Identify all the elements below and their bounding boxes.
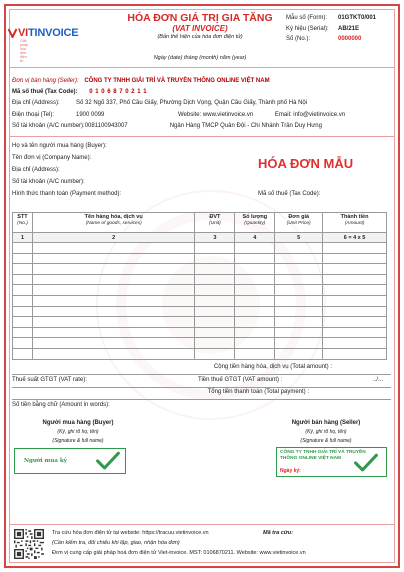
divider xyxy=(10,524,394,525)
invoice-note: (Bản thể hiện của hóa đơn điện tử) xyxy=(157,34,243,40)
column-header-sub: (No.) xyxy=(17,221,28,226)
invoice-date-line: Ngày (date) tháng (month) năm (year) xyxy=(153,55,247,61)
buyer-account-label: Số tài khoản (A/C number): xyxy=(12,179,85,185)
seller-signature-sub2: (Signature & full name) xyxy=(300,438,352,444)
qr-code-icon xyxy=(14,529,44,559)
table-cell xyxy=(195,243,235,254)
table-cell xyxy=(13,243,33,254)
table-cell xyxy=(275,253,323,264)
seller-address-row xyxy=(12,100,307,106)
logo-wordmark-rest: TINVOICE xyxy=(28,27,79,39)
seller-phone: 1900 0099 xyxy=(76,112,105,118)
table-cell xyxy=(235,253,275,264)
seller-signature-stamp xyxy=(276,447,387,477)
seller-bank: Ngân Hàng TMCP Quân Đội - Chi Nhánh Trần Duy Hưng xyxy=(169,123,322,129)
buyer-name-row xyxy=(12,143,394,149)
column-header-sub: (Unit Price) xyxy=(286,221,311,226)
table-row xyxy=(13,285,387,296)
divider xyxy=(12,374,391,375)
seller-name-row xyxy=(12,78,270,84)
table-cell xyxy=(195,338,235,349)
footer-provider: Đơn vị cung cấp giải pháp hoá đơn điện tử Viet-invoice. MST: 0106870211. Website: www.vietinvoice.vn xyxy=(52,550,306,556)
table-cell xyxy=(13,306,33,317)
column-index: 4 xyxy=(235,233,275,243)
buyer-stamp-text: Người mua ký xyxy=(24,458,67,464)
table-cell xyxy=(13,317,33,328)
table-cell xyxy=(13,285,33,296)
total-label: Tổng tiền thanh toán (Total payment) : xyxy=(207,389,309,395)
buyer-name-label: Họ và tên người mua hàng (Buyer): xyxy=(12,143,107,149)
column-header xyxy=(275,213,323,233)
buyer-payment-label: Hình thức thanh toán (Payment method): xyxy=(12,191,122,197)
footer-lookup-code-label: Mã tra cứu: xyxy=(263,530,293,536)
table-cell xyxy=(32,253,194,264)
table-cell xyxy=(32,327,194,338)
table-cell xyxy=(275,317,323,328)
seller-address: Số 32 Ngõ 337, Phố Cầu Giấy, Phường Dịch Vọng, Quận Cầu Giấy, Thành phố Hà Nội xyxy=(76,100,308,106)
amount-in-words-row xyxy=(12,402,387,413)
table-cell xyxy=(275,295,323,306)
invoice-title: HÓA ĐƠN GIÁ TRỊ GIA TĂNG xyxy=(127,12,273,24)
seller-stamp-company: CÔNG TY TNHH GIẢI TRÍ VÀ TRUYỀN THÔNG ONLINE VIỆT NAM xyxy=(280,450,366,461)
column-header-sub: (Quantity) xyxy=(244,221,266,226)
table-row xyxy=(13,253,387,264)
logo-tagline: Giải pháp hóa đơn điện tử xyxy=(20,39,28,63)
table-cell xyxy=(32,348,194,359)
buyer-company-label: Tên đơn vị (Company Name): xyxy=(12,155,92,161)
table-row xyxy=(13,306,387,317)
column-header-label: Tên hàng hóa, dịch vụ xyxy=(84,214,143,220)
logo-wordmark-prefix: VI xyxy=(18,27,28,39)
table-cell xyxy=(195,306,235,317)
table-row xyxy=(13,327,387,338)
seller-check-icon xyxy=(353,452,379,474)
buyer-check-icon xyxy=(95,451,121,471)
buyer-signature-title: Người mua hàng (Buyer) xyxy=(42,420,114,426)
table-cell xyxy=(13,327,33,338)
table-cell xyxy=(235,285,275,296)
table-cell xyxy=(235,295,275,306)
seller-phone-label: Điện thoại (Tel): xyxy=(12,112,55,118)
table-cell xyxy=(275,264,323,275)
meta-serial-label: Ký hiệu (Serial): xyxy=(286,26,329,32)
column-header xyxy=(32,213,194,233)
table-cell xyxy=(195,348,235,359)
sample-invoice-label: HÓA ĐƠN MẪU xyxy=(258,156,354,171)
footer-lookup[interactable]: Tra cứu hóa đơn điện tử tại website: https://tracuu.vietinvoice.vn xyxy=(52,530,209,536)
column-header-label: ĐVT xyxy=(209,214,221,220)
meta-form-value: 01GTKT0/001 xyxy=(338,15,377,21)
table-cell xyxy=(195,264,235,275)
column-header-label: Đơn giá xyxy=(288,214,310,220)
seller-website[interactable]: www.vietinvoice.vn xyxy=(202,112,254,118)
buyer-signature-stamp xyxy=(14,448,126,474)
seller-signature-sub1: (Ký, ghi rõ họ, tên) xyxy=(305,429,347,435)
meta-serial xyxy=(286,26,359,32)
table-cell xyxy=(235,243,275,254)
table-cell xyxy=(13,338,33,349)
logo-mark-icon xyxy=(8,28,17,38)
table-cell xyxy=(275,306,323,317)
column-header xyxy=(195,213,235,233)
table-cell xyxy=(323,285,387,296)
column-index: 5 xyxy=(275,233,323,243)
column-header xyxy=(13,213,33,233)
table-cell xyxy=(32,338,194,349)
vat-rate-label: Thuế suất GTGT (VAT rate): xyxy=(12,377,87,383)
table-cell xyxy=(195,274,235,285)
table-cell xyxy=(13,264,33,275)
column-header-sub: (Name of goods, services) xyxy=(85,221,142,226)
column-index-row xyxy=(13,233,387,243)
seller-website-label: Website: xyxy=(178,112,202,118)
divider xyxy=(12,387,391,388)
column-index: 3 xyxy=(195,233,235,243)
table-cell xyxy=(235,264,275,275)
meta-serial-value: AB/21E xyxy=(338,26,360,32)
table-cell xyxy=(275,285,323,296)
table-row xyxy=(13,274,387,285)
table-cell xyxy=(195,285,235,296)
table-cell xyxy=(32,274,194,285)
column-index: 1 xyxy=(13,233,33,243)
table-cell xyxy=(323,306,387,317)
seller-tax-label: Mã số thuế (Tax Code): xyxy=(12,89,78,95)
table-cell xyxy=(275,327,323,338)
table-row xyxy=(13,295,387,306)
table-cell xyxy=(235,327,275,338)
seller-signature-title: Người bán hàng (Seller) xyxy=(291,420,361,426)
meta-number-label: Số (No.): xyxy=(286,36,311,42)
column-index: 2 xyxy=(32,233,194,243)
column-header-sub: (Amount) xyxy=(344,221,365,226)
buyer-signature-sub1: (Ký, ghi rõ họ, tên) xyxy=(57,429,99,435)
buyer-payment-row xyxy=(12,191,394,197)
column-header-sub: (Unit) xyxy=(209,221,221,226)
seller-account-label: Số tài khoản (A/C number): xyxy=(12,123,85,129)
seller-contact-row xyxy=(12,112,345,118)
meta-number-value: 0000000 xyxy=(338,36,362,42)
table-cell xyxy=(275,274,323,285)
table-cell xyxy=(32,243,194,254)
table-cell xyxy=(235,338,275,349)
table-cell xyxy=(13,348,33,359)
column-header-label: Số lượng xyxy=(242,214,268,220)
column-header-label: STT xyxy=(17,214,28,220)
seller-stamp-date-label: Ngày ký: xyxy=(280,468,301,474)
meta-form-label: Mẫu số (Form): xyxy=(286,15,328,21)
table-cell xyxy=(323,274,387,285)
buyer-tax-label: Mã số thuế (Tax Code): xyxy=(258,191,321,197)
column-header xyxy=(323,213,387,233)
table-cell xyxy=(323,253,387,264)
amount-in-words-label: Số tiền bằng chữ (Amount in words): xyxy=(12,402,110,408)
table-cell xyxy=(32,295,194,306)
seller-email-label: Email: xyxy=(274,112,292,118)
seller-tax-row xyxy=(12,89,147,95)
footer-note: (Cần kiểm tra, đối chiếu khi lập, giao, nhận hóa đơn) xyxy=(52,540,180,546)
table-row xyxy=(13,348,387,359)
table-cell xyxy=(275,338,323,349)
table-cell xyxy=(32,306,194,317)
vat-amount-label: Tiền thuế GTGT (VAT amount) : xyxy=(198,377,283,383)
column-header-label: Thành tiền xyxy=(340,214,369,220)
table-cell xyxy=(195,253,235,264)
table-header-row xyxy=(13,213,387,233)
table-cell xyxy=(323,295,387,306)
table-cell xyxy=(275,348,323,359)
table-cell xyxy=(275,243,323,254)
table-cell xyxy=(323,348,387,359)
buyer-account-row xyxy=(12,179,394,185)
buyer-signature-sub2: (Signature & full name) xyxy=(52,438,104,444)
divider xyxy=(12,399,391,400)
table-cell xyxy=(32,317,194,328)
divider xyxy=(10,136,394,137)
seller-name-label: Đơn vị bán hàng (Seller): xyxy=(12,78,79,84)
table-cell xyxy=(195,295,235,306)
table-cell xyxy=(323,243,387,254)
table-cell xyxy=(13,274,33,285)
column-header xyxy=(235,213,275,233)
table-cell xyxy=(235,274,275,285)
footer-lookup-row xyxy=(52,530,293,536)
subtotal-label: Cộng tiền hàng hóa, dịch vụ (Total amount) : xyxy=(213,364,332,370)
seller-email[interactable]: info@vietinvoice.vn xyxy=(293,112,346,118)
items-table xyxy=(12,212,387,360)
divider xyxy=(10,67,394,68)
table-cell xyxy=(323,338,387,349)
seller-name: CÔNG TY TNHH GIẢI TRÍ VÀ TRUYỀN THÔNG ONLINE VIỆT NAM xyxy=(84,78,270,84)
table-cell xyxy=(13,295,33,306)
table-cell xyxy=(235,317,275,328)
table-cell xyxy=(323,264,387,275)
table-cell xyxy=(235,348,275,359)
table-row xyxy=(13,243,387,254)
table-cell xyxy=(32,285,194,296)
table-cell xyxy=(13,253,33,264)
logo-wordmark xyxy=(18,27,78,39)
meta-form xyxy=(286,15,376,21)
table-row xyxy=(13,264,387,275)
vat-amount-value: ../... xyxy=(372,377,383,383)
meta-number xyxy=(286,36,361,42)
items-table-body xyxy=(13,233,387,360)
table-cell xyxy=(32,264,194,275)
table-row xyxy=(13,317,387,328)
table-cell xyxy=(195,327,235,338)
seller-account: 0081100943007 xyxy=(84,123,128,129)
table-cell xyxy=(323,327,387,338)
table-cell xyxy=(195,317,235,328)
table-cell xyxy=(323,317,387,328)
table-cell xyxy=(235,306,275,317)
column-index: 6 = 4 x 5 xyxy=(323,233,387,243)
seller-tax-code: 0 1 0 6 8 7 0 2 1 1 xyxy=(89,89,148,95)
invoice-subtitle: (VAT INVOICE) xyxy=(172,24,228,33)
table-row xyxy=(13,338,387,349)
seller-account-row xyxy=(12,123,322,129)
seller-address-label: Địa chỉ (Address): xyxy=(12,100,60,106)
buyer-address-label: Địa chỉ (Address): xyxy=(12,167,60,173)
